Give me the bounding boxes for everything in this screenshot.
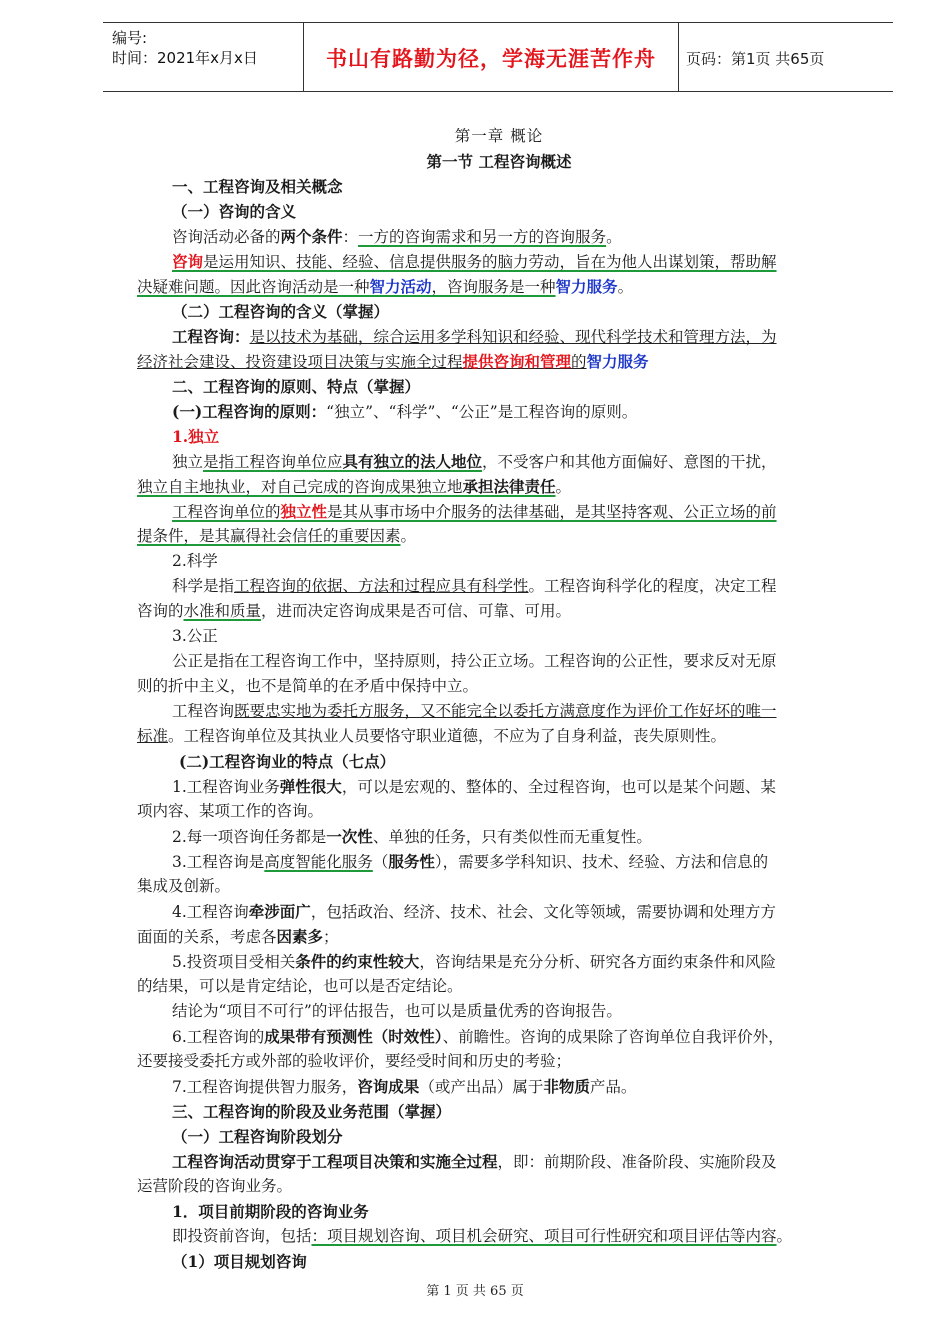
paragraph-line: 还要接受委托方或外部的验收评价，要经受时间和历史的考验； <box>137 1052 572 1070</box>
paragraph-line: 独立自主地执业，对自己完成的咨询成果独立地承担法律责任。 <box>137 477 572 496</box>
paragraph-line: 运营阶段的咨询业务。 <box>137 1177 293 1195</box>
paragraph-line: 的结果，可以是肯定结论，也可以是否定结论。 <box>137 977 463 995</box>
paragraph-line: 提条件，是其赢得社会信任的重要因素。 <box>137 527 417 545</box>
paragraph-line: 7.工程咨询提供智力服务，咨询成果（或产出品）属于非物质产品。 <box>172 1077 637 1096</box>
paragraph-line: 2.每一项咨询任务都是一次性、单独的任务，只有类似性而无重复性。 <box>172 827 652 846</box>
paragraph-line: 即投资前咨询，包括：项目规划咨询、项目机会研究、项目可行性研究和项目评估等内容。 <box>172 1227 793 1245</box>
paragraph-line: 独立是指工程咨询单位应具有独立的法人地位，不受客户和其他方面偏好、意图的干扰， <box>172 452 777 471</box>
paragraph-line: (一)工程咨询的原则：“独立”、“科学”、“公正”是工程咨询的原则。 <box>172 402 638 421</box>
paragraph-line: 则的折中主义，也不是简单的在矛盾中保持中立。 <box>137 677 479 695</box>
time-label: 时间：2021年x月x日 <box>112 49 258 67</box>
subheading-3: (二)工程咨询业的特点（七点） <box>179 752 396 771</box>
heading-1: 一、工程咨询及相关概念 <box>172 177 343 196</box>
header-meta-cell <box>103 23 303 91</box>
page-info: 页码：第1页 共65页 <box>686 50 825 68</box>
item-heading: 3.公正 <box>172 627 218 645</box>
header-page-cell <box>678 23 893 91</box>
paragraph-line: 工程咨询单位的独立性是其从事市场中介服务的法律基础，是其坚持客观、公正立场的前 <box>172 502 777 521</box>
page-footer: 第 1 页 共 65 页 <box>426 1284 524 1299</box>
chapter-title: 第一章 概论 <box>454 127 544 145</box>
document-body <box>137 124 861 1274</box>
heading-2: 二、工程咨询的原则、特点（掌握） <box>172 377 421 396</box>
paragraph-line: 咨询活动必备的两个条件：一方的咨询需求和另一方的咨询服务。 <box>172 227 622 246</box>
paragraph-line: 决疑难问题。因此咨询活动是一种智力活动，咨询服务是一种智力服务。 <box>137 277 634 296</box>
paragraph-line: 科学是指工程咨询的依据、方法和过程应具有科学性。工程咨询科学化的程度，决定工程 <box>172 577 777 595</box>
paragraph-line: 1.工程咨询业务弹性很大，可以是宏观的、整体的、全过程咨询，也可以是某个问题、某 <box>172 777 776 796</box>
subheading-4: （一）工程咨询阶段划分 <box>172 1127 343 1146</box>
paragraph-line: 项内容、某项工作的咨询。 <box>137 802 324 820</box>
item-heading: 1．项目前期阶段的咨询业务 <box>172 1202 369 1221</box>
paragraph-line: 咨询是运用知识、技能、经验、信息提供服务的脑力劳动，旨在为他人出谋划策，帮助解 <box>172 252 777 271</box>
paragraph-line: 4.工程咨询牵涉面广，包括政治、经济、技术、社会、文化等领域，需要协调和处理方方 <box>172 902 776 921</box>
item-heading: 2.科学 <box>172 552 218 570</box>
paragraph-line: 6.工程咨询的成果带有预测性（时效性）、前瞻性。咨询的成果除了咨询单位自我评价外， <box>172 1027 784 1046</box>
paragraph-line: 结论为“项目不可行”的评估报告，也可以是质量优秀的咨询报告。 <box>172 1002 622 1020</box>
heading-3: 三、工程咨询的阶段及业务范围（掌握） <box>172 1102 452 1121</box>
paragraph-line: 工程咨询既要忠实地为委托方服务，又不能完全以委托方满意度作为评价工作好坏的唯一 <box>172 702 777 720</box>
paragraph-line: 集成及创新。 <box>137 877 231 895</box>
paragraph-line: 公正是指在工程咨询工作中，坚持原则，持公正立场。工程咨询的公正性，要求反对无原 <box>172 652 777 670</box>
paragraph-line: 咨询的水准和质量，进而决定咨询成果是否可信、可靠、可用。 <box>137 602 572 620</box>
item-heading: （1）项目规划咨询 <box>172 1252 307 1271</box>
paragraph-line: 5.投资项目受相关条件的约束性较大，咨询结果是充分分析、研究各方面约束条件和风险 <box>172 952 776 971</box>
paragraph-line: 工程咨询活动贯穿于工程项目决策和实施全过程，即：前期阶段、准备阶段、实施阶段及 <box>172 1152 777 1171</box>
subheading-2: （二）工程咨询的含义（掌握） <box>172 302 390 321</box>
subheading-1: （一）咨询的含义 <box>172 202 297 221</box>
paragraph-line: 标准。工程咨询单位及其执业人员要恪守职业道德，不应为了自身利益，丧失原则性。 <box>137 727 727 745</box>
header-motto-cell <box>303 23 679 91</box>
section-title: 第一节 工程咨询概述 <box>426 152 572 171</box>
motto-text: 书山有路勤为径，学海无涯苦作舟 <box>326 47 656 71</box>
item-heading: 1.独立 <box>172 427 220 446</box>
paragraph-line: 3.工程咨询是高度智能化服务（服务性），需要多学科知识、技术、经验、方法和信息的 <box>172 852 769 871</box>
paragraph-line: 工程咨询：是以技术为基础，综合运用多学科知识和经验、现代科学技术和管理方法，为 <box>172 327 777 346</box>
paragraph-line: 经济社会建设、投资建设项目决策与实施全过程提供咨询和管理的智力服务 <box>137 352 649 371</box>
header-table <box>103 22 893 92</box>
number-label: 编号: <box>112 29 148 47</box>
paragraph-line: 面面的关系，考虑各因素多； <box>137 927 339 946</box>
